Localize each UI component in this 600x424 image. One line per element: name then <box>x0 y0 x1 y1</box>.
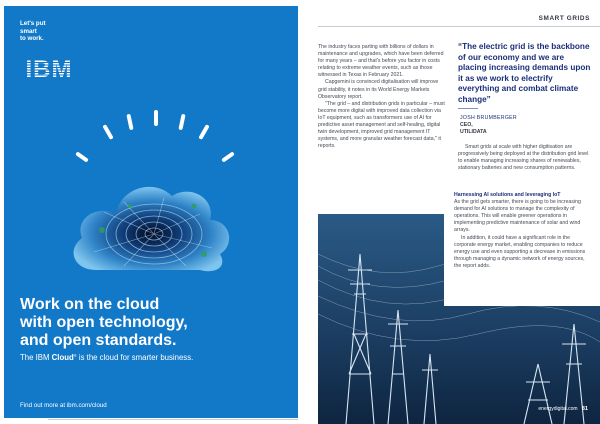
article-column-1 <box>318 44 446 150</box>
paragraph: The industry faces parting with billions of dollars in maintenance and upgrades, which have been deferred for many years – and that's before you factor in costs relating to extreme weather events, such as those witnessed in Texas in February 2021. <box>318 44 444 79</box>
paragraph: In addition, it could have a significant role in the corporate energy market, enabling companies to reduce energy use and even supporting a decrease in emissions through managing a dynamic network of energy sources, the report adds. <box>454 234 586 269</box>
quote-author-title: CEO, <box>460 122 473 128</box>
quote-divider <box>458 108 478 109</box>
page-footer <box>538 406 588 412</box>
right-page <box>318 0 600 424</box>
ad-headline-line: Work on the cloud <box>20 296 160 313</box>
fine-print-divider <box>48 419 298 420</box>
ad-headline <box>20 296 290 350</box>
quote-author-name: JOSH BRUMBERGER <box>460 115 517 121</box>
ibm-advertisement <box>4 6 298 418</box>
ad-subline-prefix: The IBM <box>20 353 52 362</box>
page-number: 81 <box>581 406 588 412</box>
quote-author-org: UTILIDATA <box>460 129 487 135</box>
article-column-3 <box>454 192 590 270</box>
article-subhead: Harnessing AI solutions and leveraging IoT <box>454 192 561 198</box>
ad-tagline-line: smart <box>20 27 37 35</box>
trademark-icon: ® <box>73 353 77 358</box>
paragraph: Smart grids at scale with higher digitisation are progressively being deployed at the distribution grid level to enable managing increasing shares of renewables, stationary batteries and new consumption patterns. <box>458 144 589 172</box>
paragraph: Capgemini is convinced digitalisation will improve grid stability, it notes in its World Energy Markets Observatory report. <box>318 79 439 100</box>
ibm-logo <box>20 58 78 78</box>
ad-tagline-line: Let's put <box>20 20 46 27</box>
ad-headline-line: with open technology, <box>20 314 188 331</box>
ad-subline-brand: Cloud <box>51 353 74 362</box>
ad-headline-line: and open standards. <box>20 332 177 349</box>
ad-tagline <box>20 20 46 43</box>
ad-cta-link[interactable]: Find out more at ibm.com/cloud <box>20 402 107 409</box>
ad-subline <box>20 353 193 362</box>
paragraph: As the grid gets smarter, there is going to be increasing demand for AI solutions to manage the complexity of operations. This will enable greener operations in implementing predictive maintenance of solar and wind arrays. <box>454 199 581 234</box>
pull-quote: “The electric grid is the backbone of our economy and we are placing increasing demands upon it as we work to electrify everything and combat climate change” <box>458 42 591 104</box>
ad-subline-suffix: is the cloud for smarter business. <box>76 353 194 362</box>
section-label: SMART GRIDS <box>538 15 590 22</box>
cloud-illustration <box>4 102 298 282</box>
paragraph: "The grid – and distribution grids in particular – must become more digital with improved data collection via IoT equipment, such as transformers use of AI for predictive asset management and self-healing, digital twin development, improved grid management IT systems, and more granular weather forecast data," it reports. <box>318 100 445 150</box>
header-rule <box>318 26 600 27</box>
sun-ray-icon <box>75 110 235 163</box>
ad-tagline-line: to work. <box>20 35 44 43</box>
article-column-2 <box>458 144 592 172</box>
footer-site: energydigital.com <box>538 406 578 412</box>
